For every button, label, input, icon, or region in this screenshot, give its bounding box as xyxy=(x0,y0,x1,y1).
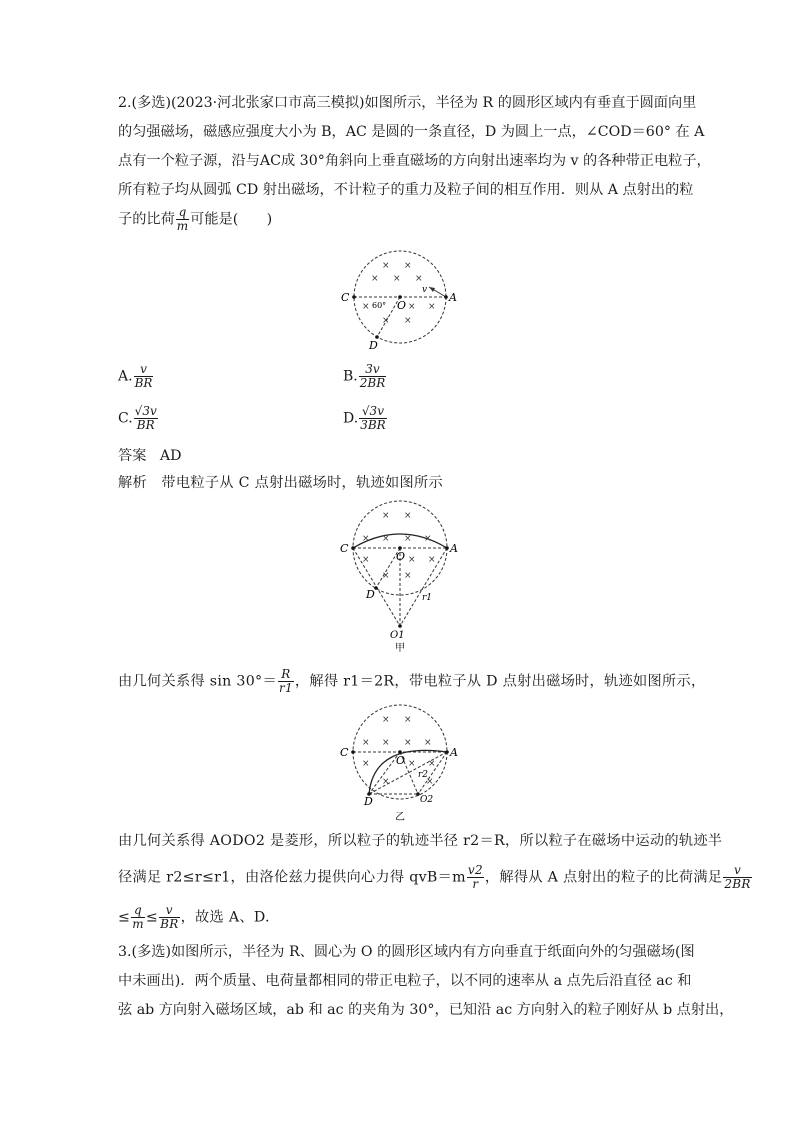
q2-line-3: 点有一个粒子源，沿与AC成 30°角斜向上垂直磁场的方向射出速率均为 v 的各种带正电粒子， xyxy=(118,153,711,169)
analysis-fraction-5 xyxy=(159,904,179,931)
svg-text:×: × xyxy=(382,316,390,326)
svg-text:×: × xyxy=(371,274,379,284)
figure-3 xyxy=(336,702,466,824)
analysis-fraction-2 xyxy=(467,864,484,891)
analysis-text-2a: 由几何关系得 sin 30°＝ xyxy=(118,673,277,690)
label-v: v xyxy=(422,285,428,295)
svg-text:×: × xyxy=(362,759,370,769)
analysis-line-5 xyxy=(118,904,270,931)
q2-line-5 xyxy=(118,206,272,233)
figure-1 xyxy=(336,250,466,355)
q2-fraction xyxy=(176,206,189,233)
frac-num: v2 xyxy=(467,863,483,877)
answer xyxy=(118,446,182,466)
svg-text:×: × xyxy=(362,738,370,748)
label-O: O xyxy=(397,299,407,312)
frac-num: R xyxy=(278,668,294,682)
svg-text:×: × xyxy=(404,261,412,271)
q3-line-2: 中未画出)．两个质量、电荷量都相同的带正电粒子，以不同的速率从 a 点先后沿直径 ac 和 xyxy=(118,973,692,989)
frac-den: m xyxy=(132,917,144,931)
frac-den: r1 xyxy=(278,681,293,695)
frac-num: 3v xyxy=(359,363,387,377)
svg-text:×: × xyxy=(362,555,370,565)
q2-line-5-text: 子的比荷 xyxy=(118,211,175,228)
svg-text:×: × xyxy=(415,274,423,284)
option-d-fraction xyxy=(359,405,387,432)
option-a xyxy=(118,363,154,390)
svg-text:×: × xyxy=(426,777,434,787)
label-C: C xyxy=(341,291,350,304)
figure-2 xyxy=(336,498,466,658)
svg-text:×: × xyxy=(424,738,432,748)
label-A: A xyxy=(450,542,458,555)
svg-text:×: × xyxy=(428,555,436,565)
caption-yi: 乙 xyxy=(395,812,405,823)
label-C: C xyxy=(340,746,349,759)
option-b-letter: B. xyxy=(343,368,358,385)
option-c-fraction xyxy=(134,405,158,432)
analysis-text-5b: ≤ xyxy=(145,909,159,926)
analysis-fraction-3 xyxy=(723,864,751,891)
svg-text:×: × xyxy=(382,261,390,271)
svg-text:×: × xyxy=(362,302,370,312)
svg-text:×: × xyxy=(382,534,390,544)
label-D: D xyxy=(364,795,373,808)
label-D: D xyxy=(369,339,378,352)
analysis-line-1 xyxy=(118,473,443,493)
svg-text:×: × xyxy=(404,534,412,544)
frac-num: q xyxy=(176,206,189,220)
svg-text:×: × xyxy=(428,302,436,312)
analysis-text-5c: ，故选 A、D. xyxy=(180,909,270,926)
svg-text:×: × xyxy=(382,571,390,581)
svg-text:×: × xyxy=(393,274,401,284)
frac-den: BR xyxy=(134,376,153,390)
analysis-text-4a: 径满足 r2≤r≤r1，由洛伦兹力提供向心力得 qvB＝m xyxy=(118,869,466,886)
svg-text:×: × xyxy=(382,715,390,725)
analysis-text-4b: ，解得从 A 点射出的粒子的比荷满足 xyxy=(484,869,723,886)
label-C: C xyxy=(340,542,349,555)
q2-line-2: 的匀强磁场，磁感应强度大小为 B，AC 是圆的一条直径，D 为圆上一点，∠COD＝60° 在 A xyxy=(118,124,705,140)
svg-text:×: × xyxy=(382,738,390,748)
option-d xyxy=(343,405,388,432)
q2-line-5-tail: 可能是( ) xyxy=(190,211,273,228)
frac-num: v xyxy=(159,904,179,918)
caption-jia: 甲 xyxy=(395,643,405,654)
option-b xyxy=(343,363,387,390)
svg-text:×: × xyxy=(382,777,390,787)
label-O1: O1 xyxy=(390,630,405,641)
option-b-fraction xyxy=(359,363,387,390)
frac-den: BR xyxy=(136,418,155,432)
q2-line-1: 2.(多选)(2023·河北张家口市高三模拟)如图所示，半径为 R 的圆形区域内有垂直于圆面向里 xyxy=(118,95,697,111)
q3-line-1: 3.(多选)如图所示，半径为 R、圆心为 O 的圆形区域内有方向垂直于纸面向外的匀强磁场(图 xyxy=(118,944,695,960)
analysis-text-2b: ，解得 r1＝2R，带电粒子从 D 点射出磁场时，轨迹如图所示， xyxy=(294,673,706,690)
analysis-label: 解析 xyxy=(118,475,147,491)
q2-line-4: 所有粒子均从圆弧 CD 射出磁场，不计粒子的重力及粒子间的相互作用．则从 A 点射出的粒 xyxy=(118,182,694,198)
frac-den: m xyxy=(176,219,189,233)
analysis-text-1: 带电粒子从 C 点射出磁场时，轨迹如图所示 xyxy=(161,475,443,491)
label-r2: r2 xyxy=(418,770,429,780)
analysis-fraction-1 xyxy=(278,668,294,695)
label-angle: 60° xyxy=(372,301,387,310)
label-D: D xyxy=(366,588,375,601)
svg-text:×: × xyxy=(404,715,412,725)
frac-num: v xyxy=(723,864,751,878)
option-d-letter: D. xyxy=(343,410,359,427)
frac-den: r xyxy=(472,877,479,891)
svg-text:×: × xyxy=(428,759,436,769)
cross-marks xyxy=(362,511,436,581)
svg-text:×: × xyxy=(424,534,432,544)
answer-label: 答案 xyxy=(118,448,147,464)
label-A: A xyxy=(450,746,458,759)
label-r1: r1 xyxy=(422,593,433,603)
option-a-letter: A. xyxy=(118,368,133,385)
analysis-line-4 xyxy=(118,864,753,891)
analysis-text-5a: ≤ xyxy=(118,909,131,926)
analysis-line-2 xyxy=(118,668,705,695)
option-c xyxy=(118,405,159,432)
analysis-line-3: 由几何关系得 AODO2 是菱形，所以粒子的轨迹半径 r2＝R，所以粒子在磁场中运动的轨迹半 xyxy=(118,833,723,849)
frac-num: v xyxy=(134,363,154,377)
svg-text:×: × xyxy=(404,738,412,748)
frac-den: 3BR xyxy=(360,418,386,432)
frac-num: √3v xyxy=(134,404,157,418)
svg-text:×: × xyxy=(362,534,370,544)
frac-den: 2BR xyxy=(724,877,751,891)
label-A: A xyxy=(449,291,457,304)
label-O: O xyxy=(396,754,406,767)
svg-text:×: × xyxy=(408,759,416,769)
label-O: O xyxy=(396,550,406,563)
analysis-fraction-4 xyxy=(131,904,145,931)
answer-value: AD xyxy=(159,448,182,464)
q3-line-3: 弦 ab 方向射入磁场区域，ab 和 ac 的夹角为 30°，已知沿 ac 方向射入的粒子刚好从 b 点射出， xyxy=(118,1002,734,1018)
svg-text:×: × xyxy=(408,555,416,565)
frac-num: √3v xyxy=(359,405,387,419)
svg-text:×: × xyxy=(408,302,416,312)
svg-text:×: × xyxy=(404,571,412,581)
label-O2: O2 xyxy=(420,795,434,805)
svg-text:×: × xyxy=(382,511,390,521)
option-c-letter: C. xyxy=(118,410,133,427)
frac-den: 2BR xyxy=(359,376,386,390)
option-a-fraction xyxy=(134,363,154,390)
frac-num: q xyxy=(131,904,145,918)
svg-text:×: × xyxy=(404,316,412,326)
frac-den: BR xyxy=(160,917,179,931)
svg-text:×: × xyxy=(404,511,412,521)
